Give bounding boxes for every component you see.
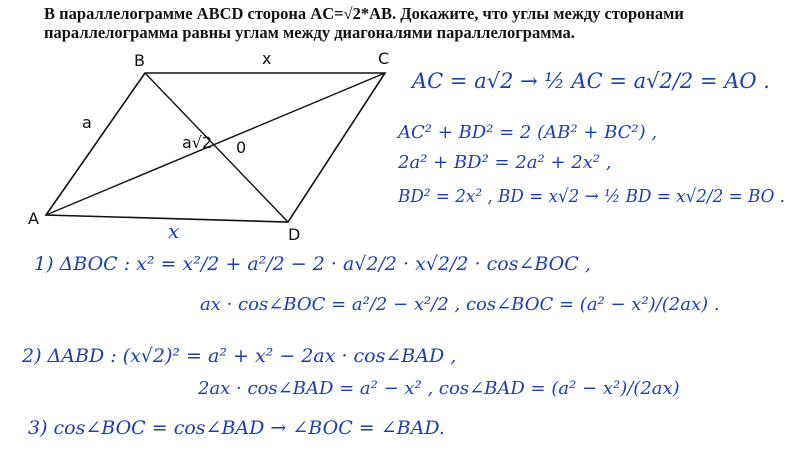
solution-step-1: 1) ΔBOC : x² = x²/2 + a²/2 − 2 · a√2/2 · x√2/2 · cos∠BOC , bbox=[34, 253, 591, 275]
handwritten-solution bbox=[21, 69, 785, 439]
solution-step-2: 2) ΔABD : (x√2)² = a² + x² − 2ax · cos∠BAD , bbox=[22, 345, 457, 367]
solution-step-3: 3) cos∠BOC = cos∠BAD → ∠BOC = ∠BAD. bbox=[28, 417, 445, 439]
solution-line-bo: BD² = 2x² , BD = x√2 → ½ BD = x√2/2 = BO . bbox=[397, 186, 785, 207]
label-diagonal-length: a√2 bbox=[182, 133, 213, 152]
parallelogram-abcd bbox=[46, 73, 385, 222]
solution-line-ao: AC = a√2 → ½ AC = a√2/2 = AO . bbox=[412, 69, 770, 93]
problem-line-2: параллелограмма равны углам между диагоналями параллелограмма. bbox=[44, 23, 575, 42]
solution-line-substitution: 2a² + BD² = 2a² + 2x² , bbox=[398, 152, 612, 173]
diagonal-ac bbox=[46, 73, 385, 215]
label-vertex-a: A bbox=[28, 209, 39, 228]
label-vertex-b: B bbox=[134, 51, 145, 70]
label-side-ad: x bbox=[168, 219, 180, 243]
label-vertex-d: D bbox=[288, 225, 301, 244]
label-vertex-c: C bbox=[378, 49, 390, 68]
label-side-bc: x bbox=[262, 49, 272, 68]
solution-step-1-result: ax · cos∠BOC = a²/2 − x²/2 , cos∠BOC = (a² − x²)/(2ax) . bbox=[200, 294, 720, 315]
solution-step-2-result: 2ax · cos∠BAD = a² − x² , cos∠BAD = (a² − x²)/(2ax) bbox=[198, 378, 680, 399]
label-side-ab: a bbox=[82, 113, 92, 132]
solution-line-parallelogram-law: AC² + BD² = 2 (AB² + BC²) , bbox=[398, 122, 658, 143]
label-center-o: 0 bbox=[236, 138, 247, 157]
problem-line-1: В параллелограмме ABCD сторона AC=√2*AB. Докажите, что углы между сторонами bbox=[44, 4, 684, 23]
diagonal-bd bbox=[145, 73, 288, 222]
